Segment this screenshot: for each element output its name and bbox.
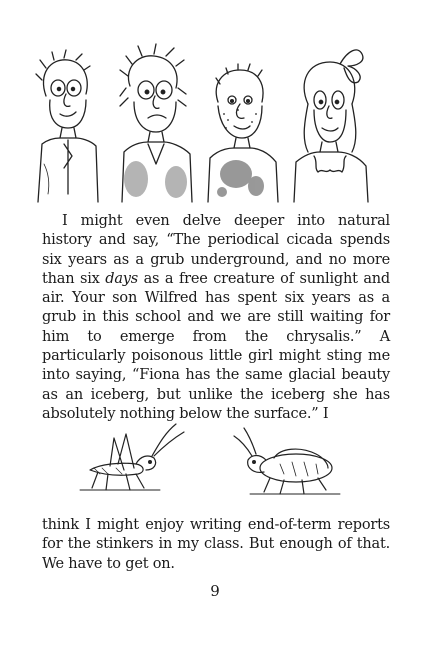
insects-illustration (70, 418, 370, 496)
child-figure-4 (294, 50, 368, 202)
child-figure-1 (36, 50, 98, 202)
children-illustration (28, 44, 388, 202)
paragraph-1 (42, 212, 390, 424)
beetle-figure (234, 428, 340, 494)
child-figure-3 (208, 64, 278, 202)
paragraph-1-part-b: as a free creature of sunlight and air. Your son Wilfred has spent six years as a grub in this school and we are still waiting for him to emerge from the chrysalis.” A particularly poisonous little girl might sting me into saying, “Fiona has the same glacial beauty as an iceberg, but unlike the iceberg she has absolutely nothing below the surface.” I (42, 270, 390, 422)
page-number: 9 (210, 582, 220, 600)
paragraph-1-italic-word: days (105, 270, 138, 287)
grasshopper-figure (80, 424, 184, 490)
paragraph-1-part-a: I might even delve deeper into natural history and say, “The periodical cicada spends six years as a grub underground, and no more than six (42, 213, 390, 287)
paragraph-2: think I might enjoy writing end-of-term reports for the stinkers in my class. But enough of that. We have to get on. (42, 517, 390, 572)
child-figure-2 (120, 44, 192, 202)
